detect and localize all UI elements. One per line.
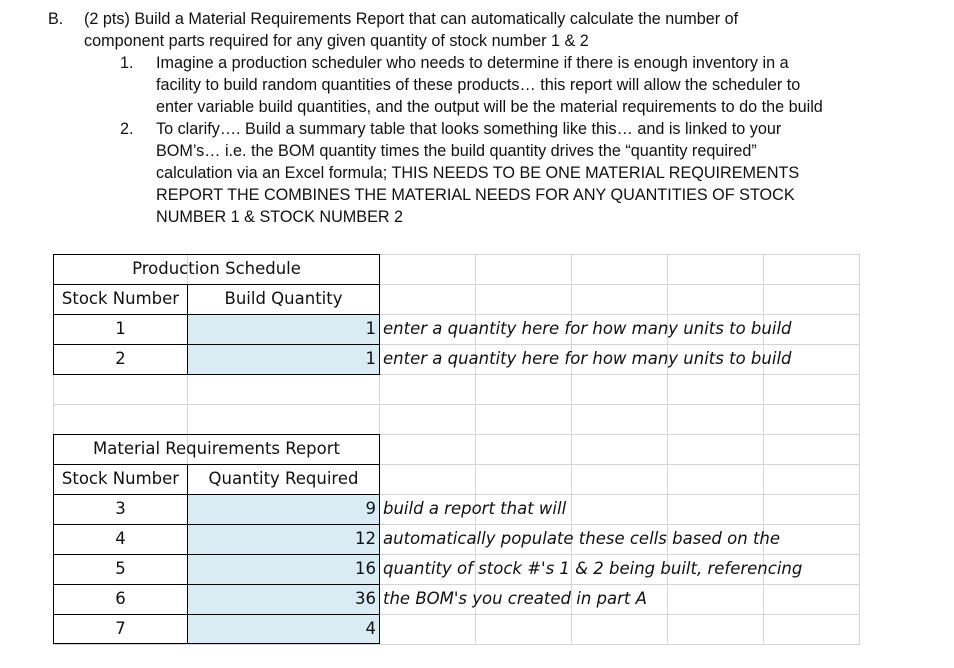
instruction-note: build a report that will (383, 499, 567, 518)
stock-number-header: Stock Number (61, 469, 180, 488)
question-heading (48, 8, 948, 30)
production-schedule-title: Production Schedule (132, 259, 301, 278)
stock-number-cell: 2 (115, 349, 126, 368)
gridline (53, 644, 860, 645)
build-quantity-input[interactable]: 1 (365, 319, 376, 338)
question-block (48, 8, 948, 228)
list-item-2-line: calculation via an Excel formula; THIS NEEDS TO BE ONE MATERIAL REQUIREMENTS (156, 164, 800, 182)
quantity-required-header: Quantity Required (208, 469, 359, 488)
spreadsheet (53, 254, 860, 644)
table-border (379, 434, 380, 644)
quantity-required-cell[interactable]: 36 (355, 589, 376, 608)
list-item-1 (48, 52, 948, 118)
list-item-2-line: REPORT THE COMBINES THE MATERIAL NEEDS FOR ANY QUANTITIES OF STOCK (156, 186, 795, 204)
table-border (53, 374, 380, 375)
list-item-2 (48, 118, 948, 228)
heading-line-2: component parts required for any given quantity of stock number 1 & 2 (84, 32, 589, 50)
list-item-1-number: 1. (120, 54, 134, 72)
list-item-1-line: enter variable build quantities, and the output will be the material requirements to do the build (156, 98, 823, 116)
gridline (859, 254, 860, 644)
instruction-note: enter a quantity here for how many units to build (383, 349, 792, 368)
list-item-1-line: Imagine a production scheduler who needs to determine if there is enough inventory in a (156, 54, 789, 72)
list-item-2-line: BOM’s… i.e. the BOM quantity times the build quantity drives the “quantity required” (156, 142, 757, 160)
build-quantity-input[interactable]: 1 (365, 349, 376, 368)
list-item-2-line: To clarify…. Build a summary table that looks something like this… and is linked to your (156, 120, 782, 138)
build-quantity-header: Build Quantity (224, 289, 343, 308)
stock-number-cell: 5 (115, 559, 126, 578)
instruction-note: automatically populate these cells based on the (383, 529, 781, 548)
list-item-1-line: facility to build random quantities of these products… this report will allow the scheduler to (156, 76, 801, 94)
question-label: B. (48, 10, 64, 28)
material-report-title: Material Requirements Report (93, 439, 340, 458)
quantity-required-cell[interactable]: 12 (355, 529, 376, 548)
quantity-required-cell[interactable]: 4 (365, 619, 376, 638)
stock-number-cell: 4 (115, 529, 126, 548)
stock-number-cell: 3 (115, 499, 126, 518)
gridline (53, 404, 860, 405)
list-item-2-line: NUMBER 1 & STOCK NUMBER 2 (156, 208, 404, 226)
quantity-required-cell[interactable]: 9 (365, 499, 376, 518)
quantity-required-cell[interactable]: 16 (355, 559, 376, 578)
instruction-note: enter a quantity here for how many units to build (383, 319, 792, 338)
stock-number-header: Stock Number (61, 289, 180, 308)
stock-number-cell: 7 (115, 619, 126, 638)
instruction-note: the BOM's you created in part A (383, 589, 647, 608)
stock-number-cell: 1 (115, 319, 126, 338)
list-item-2-number: 2. (120, 120, 134, 138)
instruction-note: quantity of stock #'s 1 & 2 being built, referencing (383, 559, 803, 578)
heading-line-1: (2 pts) Build a Material Requirements Report that can automatically calculate the number of (84, 10, 739, 28)
stock-number-cell: 6 (115, 589, 126, 608)
